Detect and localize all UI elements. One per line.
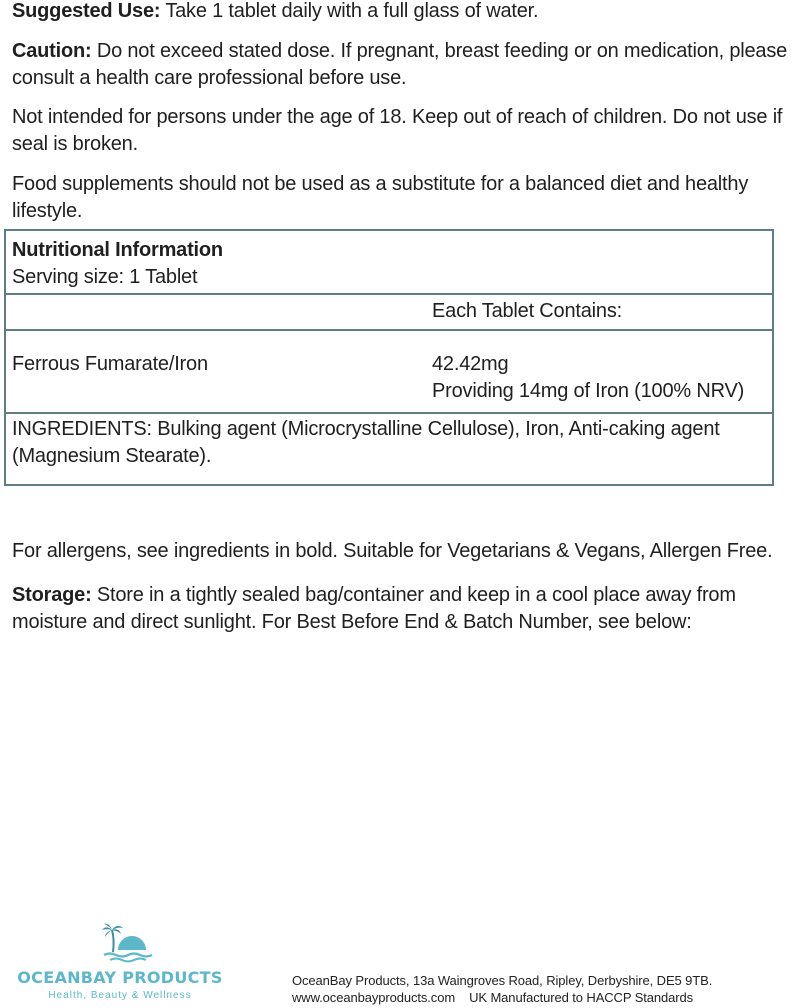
- nutrient-detail: Providing 14mg of Iron (100% NRV): [432, 380, 745, 402]
- allergens-paragraph: For allergens, see ingredients in bold. Suitable for Vegetarians & Vegans, Allergen Free.: [12, 540, 773, 562]
- nutrition-title-row: [6, 231, 772, 295]
- nutrition-table: [4, 229, 774, 486]
- caution-label: Caution:: [12, 40, 92, 62]
- nutrient-name: Ferrous Fumarate/Iron: [12, 353, 208, 375]
- storage-text: Store in a tightly sealed bag/container and keep in a cool place away from moisture and direct sunlight. For Best Before End & Batch Number, see below:: [12, 584, 736, 633]
- brand-tagline: Health, Beauty & Wellness: [48, 990, 192, 1001]
- caution-paragraph: [12, 38, 794, 92]
- palm-tree-sun-wave-icon: [100, 922, 156, 966]
- ingredients-row: [6, 414, 772, 486]
- nutrient-value-cell: [432, 351, 744, 405]
- storage-paragraph: [12, 582, 794, 636]
- nutrition-header-row: [6, 295, 772, 331]
- serving-size: Serving size: 1 Tablet: [12, 266, 198, 288]
- nutrient-amount: 42.42mg: [432, 353, 509, 375]
- footer-website[interactable]: www.oceanbayproducts.com: [292, 990, 456, 1005]
- footer-address: OceanBay Products, 13a Waingroves Road, Ripley, Derbyshire, DE5 9TB.: [292, 973, 713, 988]
- suggested-use-label: Suggested Use:: [12, 0, 161, 22]
- brand-logo: [0, 918, 240, 1008]
- nutrition-title-cell: [12, 237, 223, 291]
- suggested-use-paragraph: [12, 0, 794, 25]
- caution-text: Do not exceed stated dose. If pregnant, breast feeding or on medication, please consult a health care professional before use.: [12, 40, 788, 89]
- footer-line: [292, 989, 693, 1006]
- food-supplement-paragraph: Food supplements should not be used as a substitute for a balanced diet and healthy lifestyle.: [12, 173, 749, 222]
- footer-standards: UK Manufactured to HACCP Standards: [469, 990, 694, 1005]
- suggested-use-text: Take 1 tablet daily with a full glass of water.: [160, 0, 539, 22]
- ingredients-text: INGREDIENTS: Bulking agent (Microcrystalline Cellulose), Iron, Anti-caking agent (Magnesium Stearate).: [12, 418, 720, 467]
- table-row: [6, 331, 772, 414]
- age-warning-paragraph: Not intended for persons under the age of 18. Keep out of reach of children. Do not use if seal is broken.: [12, 106, 783, 155]
- nutrition-title: Nutritional Information: [12, 239, 223, 261]
- brand-name: OCEANBAY PRODUCTS: [17, 968, 223, 987]
- storage-label: Storage:: [12, 584, 92, 606]
- column-header: Each Tablet Contains:: [432, 300, 622, 322]
